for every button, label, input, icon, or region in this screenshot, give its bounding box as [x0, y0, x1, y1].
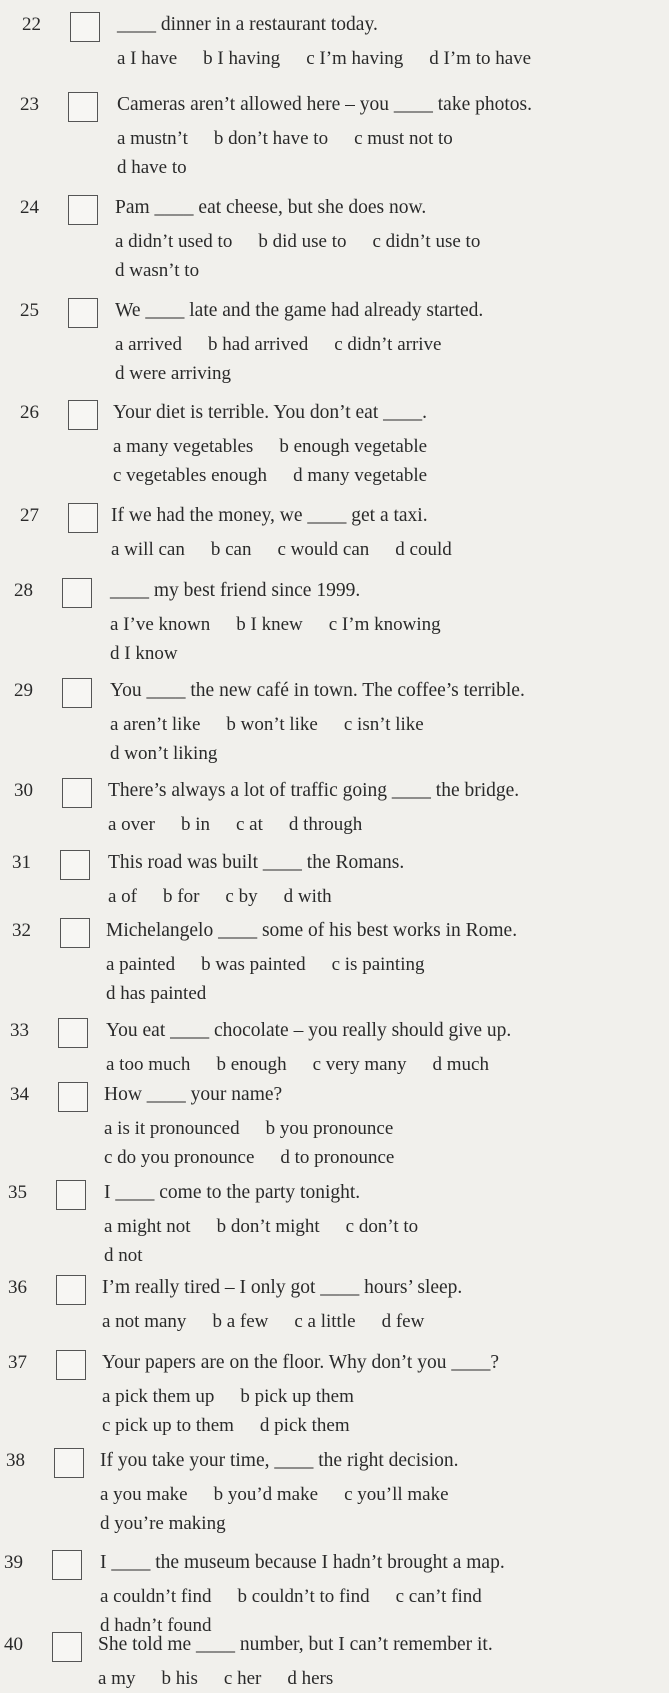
option-line	[115, 256, 506, 285]
answer-option[interactable]: b had arrived	[207, 334, 309, 355]
answer-option[interactable]: c must not to	[354, 128, 453, 149]
answer-option[interactable]: a of	[108, 886, 138, 907]
question-stem: How ____ your name?	[104, 1084, 283, 1105]
answer-option[interactable]: d I’m to have	[429, 48, 532, 69]
question-stem: I’m really tired – I only got ____ hours’ sleep.	[102, 1277, 463, 1298]
question-stem: You eat ____ chocolate – you really should give up.	[106, 1020, 512, 1041]
answer-box[interactable]	[60, 918, 90, 948]
option-line	[102, 1411, 380, 1440]
answer-option[interactable]: b did use to	[258, 231, 347, 252]
answer-option[interactable]: d through	[288, 814, 363, 835]
answer-option[interactable]: d much	[432, 1054, 489, 1075]
option-line	[110, 639, 467, 668]
option-line	[117, 153, 479, 182]
question-stem: Your diet is terrible. You don’t eat ____.	[113, 402, 427, 423]
answer-option[interactable]: a many vegetables	[113, 436, 254, 457]
answer-option[interactable]: c would can	[277, 539, 370, 560]
question-number: 23	[20, 94, 39, 115]
option-line	[106, 1050, 515, 1079]
answer-box[interactable]	[52, 1550, 82, 1580]
answer-option[interactable]: d to pronounce	[280, 1147, 395, 1168]
answer-option[interactable]: d have to	[117, 157, 187, 178]
answer-option[interactable]: a painted	[106, 954, 176, 975]
option-line	[104, 1212, 444, 1241]
option-line	[102, 1382, 380, 1411]
answer-option[interactable]: d I know	[110, 643, 178, 664]
option-group	[113, 432, 453, 490]
option-group	[108, 882, 358, 911]
answer-option[interactable]: c didn’t use to	[372, 231, 481, 252]
question-number: 33	[10, 1020, 29, 1041]
option-group	[111, 535, 478, 564]
answer-option[interactable]: b won’t like	[226, 714, 318, 735]
answer-option[interactable]: c a little	[294, 1311, 356, 1332]
answer-option[interactable]: b don’t might	[216, 1216, 320, 1237]
question-number: 31	[12, 852, 31, 873]
answer-box[interactable]	[58, 1018, 88, 1048]
answer-box[interactable]	[56, 1180, 86, 1210]
answer-option[interactable]: b can	[210, 539, 252, 560]
option-group	[102, 1382, 380, 1440]
question-stem: You ____ the new café in town. The coffee’s terrible.	[110, 680, 525, 701]
answer-option[interactable]: c don’t to	[345, 1216, 419, 1237]
answer-box[interactable]	[56, 1350, 86, 1380]
question-number: 34	[10, 1084, 29, 1105]
question-stem: Pam ____ eat cheese, but she does now.	[115, 197, 427, 218]
option-line	[98, 1664, 359, 1693]
answer-option[interactable]: d wasn’t to	[115, 260, 200, 281]
answer-option[interactable]: b I having	[203, 48, 281, 69]
answer-option[interactable]: a is it pronounced	[104, 1118, 240, 1139]
question-stem: If you take your time, ____ the right decision.	[100, 1450, 459, 1471]
answer-option[interactable]: a arrived	[115, 334, 182, 355]
answer-option[interactable]: d could	[395, 539, 452, 560]
answer-option[interactable]: a over	[108, 814, 155, 835]
option-line	[110, 739, 450, 768]
answer-option[interactable]: d many vegetable	[293, 465, 428, 486]
question-stem: Michelangelo ____ some of his best works in Rome.	[106, 920, 518, 941]
question-stem: This road was built ____ the Romans.	[108, 852, 405, 873]
answer-option[interactable]: b enough	[216, 1054, 287, 1075]
answer-option[interactable]: d you’re making	[100, 1513, 226, 1534]
answer-option[interactable]: d not	[104, 1245, 143, 1266]
answer-option[interactable]: b his	[161, 1668, 198, 1689]
question-number: 29	[14, 680, 33, 701]
answer-option[interactable]: a didn’t used to	[115, 231, 233, 252]
option-group	[110, 710, 450, 768]
answer-box[interactable]	[68, 298, 98, 328]
answer-option[interactable]: a aren’t like	[110, 714, 201, 735]
answer-option[interactable]: b you pronounce	[265, 1118, 394, 1139]
option-line	[104, 1114, 420, 1143]
answer-box[interactable]	[52, 1632, 82, 1662]
option-group	[98, 1664, 359, 1693]
question-stem: I ____ come to the party tonight.	[104, 1182, 361, 1203]
answer-option[interactable]: b in	[180, 814, 210, 835]
option-group	[110, 610, 467, 668]
option-line	[100, 1509, 475, 1538]
answer-option[interactable]: d won’t liking	[110, 743, 218, 764]
option-group	[108, 810, 388, 839]
answer-option[interactable]: b don’t have to	[213, 128, 329, 149]
question-stem: There’s always a lot of traffic going ____ the bridge.	[108, 780, 520, 801]
question-number: 26	[20, 402, 39, 423]
answer-option[interactable]: d with	[283, 886, 332, 907]
answer-box[interactable]	[58, 1082, 88, 1112]
answer-option[interactable]: c can’t find	[395, 1586, 482, 1607]
option-group	[100, 1582, 508, 1640]
answer-option[interactable]: b pick up them	[240, 1386, 354, 1407]
answer-option[interactable]: a mustn’t	[117, 128, 188, 149]
answer-box[interactable]	[60, 850, 90, 880]
answer-box[interactable]	[62, 778, 92, 808]
option-line	[115, 330, 468, 359]
question-number: 37	[8, 1352, 27, 1373]
option-line	[117, 44, 557, 73]
question-number: 22	[22, 14, 41, 35]
option-line	[106, 979, 450, 1008]
option-line	[104, 1241, 444, 1270]
option-line	[108, 810, 388, 839]
question-stem: Cameras aren’t allowed here – you ____ take photos.	[117, 94, 532, 115]
question-number: 30	[14, 780, 33, 801]
option-group	[117, 124, 479, 182]
answer-option[interactable]: a my	[98, 1668, 136, 1689]
answer-option[interactable]: b I knew	[236, 614, 303, 635]
answer-option[interactable]: c pick up to them	[102, 1415, 234, 1436]
option-line	[115, 359, 468, 388]
answer-option[interactable]: d hadn’t found	[100, 1615, 212, 1636]
option-line	[115, 227, 506, 256]
answer-option[interactable]: a I have	[117, 48, 178, 69]
answer-option[interactable]: c by	[225, 886, 258, 907]
option-line	[113, 461, 453, 490]
answer-box[interactable]	[62, 678, 92, 708]
answer-option[interactable]: b couldn’t to find	[237, 1586, 370, 1607]
option-line	[117, 124, 479, 153]
option-line	[102, 1307, 450, 1336]
answer-option[interactable]: a might not	[104, 1216, 191, 1237]
question-stem: Your papers are on the floor. Why don’t you ____?	[102, 1352, 499, 1373]
question-number: 24	[20, 197, 39, 218]
option-group	[104, 1212, 444, 1270]
option-line	[111, 535, 478, 564]
answer-option[interactable]: b a few	[212, 1311, 269, 1332]
question-number: 38	[6, 1450, 25, 1471]
option-group	[106, 950, 450, 1008]
answer-option[interactable]: c at	[235, 814, 263, 835]
question-stem: ____ my best friend since 1999.	[110, 580, 361, 601]
question-number: 25	[20, 300, 39, 321]
option-line	[108, 882, 358, 911]
answer-box[interactable]	[68, 92, 98, 122]
question-number: 39	[4, 1552, 23, 1573]
question-stem: We ____ late and the game had already started.	[115, 300, 484, 321]
answer-option[interactable]: d were arriving	[115, 363, 232, 384]
question-number: 32	[12, 920, 31, 941]
answer-option[interactable]: a you make	[100, 1484, 188, 1505]
answer-option[interactable]: d hers	[287, 1668, 334, 1689]
answer-option[interactable]: b you’d make	[213, 1484, 319, 1505]
answer-option[interactable]: c do you pronounce	[104, 1147, 255, 1168]
option-group	[102, 1307, 450, 1336]
question-number: 36	[8, 1277, 27, 1298]
answer-box[interactable]	[62, 578, 92, 608]
option-group	[100, 1480, 475, 1538]
option-line	[100, 1480, 475, 1509]
question-number: 40	[4, 1634, 23, 1655]
option-group	[115, 330, 468, 388]
answer-box[interactable]	[68, 503, 98, 533]
option-line	[110, 710, 450, 739]
option-group	[104, 1114, 420, 1172]
answer-box[interactable]	[68, 195, 98, 225]
answer-option[interactable]: c is painting	[331, 954, 425, 975]
answer-option[interactable]: c I’m knowing	[328, 614, 441, 635]
answer-option[interactable]: c very many	[312, 1054, 407, 1075]
answer-box[interactable]	[68, 400, 98, 430]
answer-option[interactable]: c isn’t like	[343, 714, 424, 735]
question-stem: If we had the money, we ____ get a taxi.	[111, 505, 428, 526]
answer-option[interactable]: a I’ve known	[110, 614, 211, 635]
answer-option[interactable]: c I’m having	[306, 48, 404, 69]
answer-option[interactable]: d few	[381, 1311, 425, 1332]
answer-option[interactable]: a will can	[111, 539, 185, 560]
answer-option[interactable]: b for	[163, 886, 200, 907]
answer-option[interactable]: a not many	[102, 1311, 187, 1332]
answer-option[interactable]: c her	[223, 1668, 262, 1689]
option-group	[106, 1050, 515, 1079]
question-stem: ____ dinner in a restaurant today.	[117, 14, 378, 35]
option-line	[100, 1582, 508, 1611]
answer-option[interactable]: d has painted	[106, 983, 207, 1004]
option-line	[110, 610, 467, 639]
question-stem: She told me ____ number, but I can’t remember it.	[98, 1634, 493, 1655]
option-line	[106, 950, 450, 979]
answer-option[interactable]: c didn’t arrive	[334, 334, 442, 355]
option-line	[113, 432, 453, 461]
answer-option[interactable]: d pick them	[259, 1415, 350, 1436]
answer-option[interactable]: c vegetables enough	[113, 465, 268, 486]
answer-option[interactable]: b was painted	[201, 954, 306, 975]
question-number: 27	[20, 505, 39, 526]
question-stem: I ____ the museum because I hadn’t brought a map.	[100, 1552, 505, 1573]
option-group	[117, 44, 557, 73]
answer-option[interactable]: a pick them up	[102, 1386, 215, 1407]
option-line	[104, 1143, 420, 1172]
answer-box[interactable]	[70, 12, 100, 42]
option-group	[115, 227, 506, 285]
answer-box[interactable]	[54, 1448, 84, 1478]
answer-option[interactable]: a couldn’t find	[100, 1586, 212, 1607]
answer-option[interactable]: a too much	[106, 1054, 191, 1075]
question-number: 35	[8, 1182, 27, 1203]
answer-option[interactable]: b enough vegetable	[279, 436, 428, 457]
question-number: 28	[14, 580, 33, 601]
answer-box[interactable]	[56, 1275, 86, 1305]
answer-option[interactable]: c you’ll make	[344, 1484, 449, 1505]
